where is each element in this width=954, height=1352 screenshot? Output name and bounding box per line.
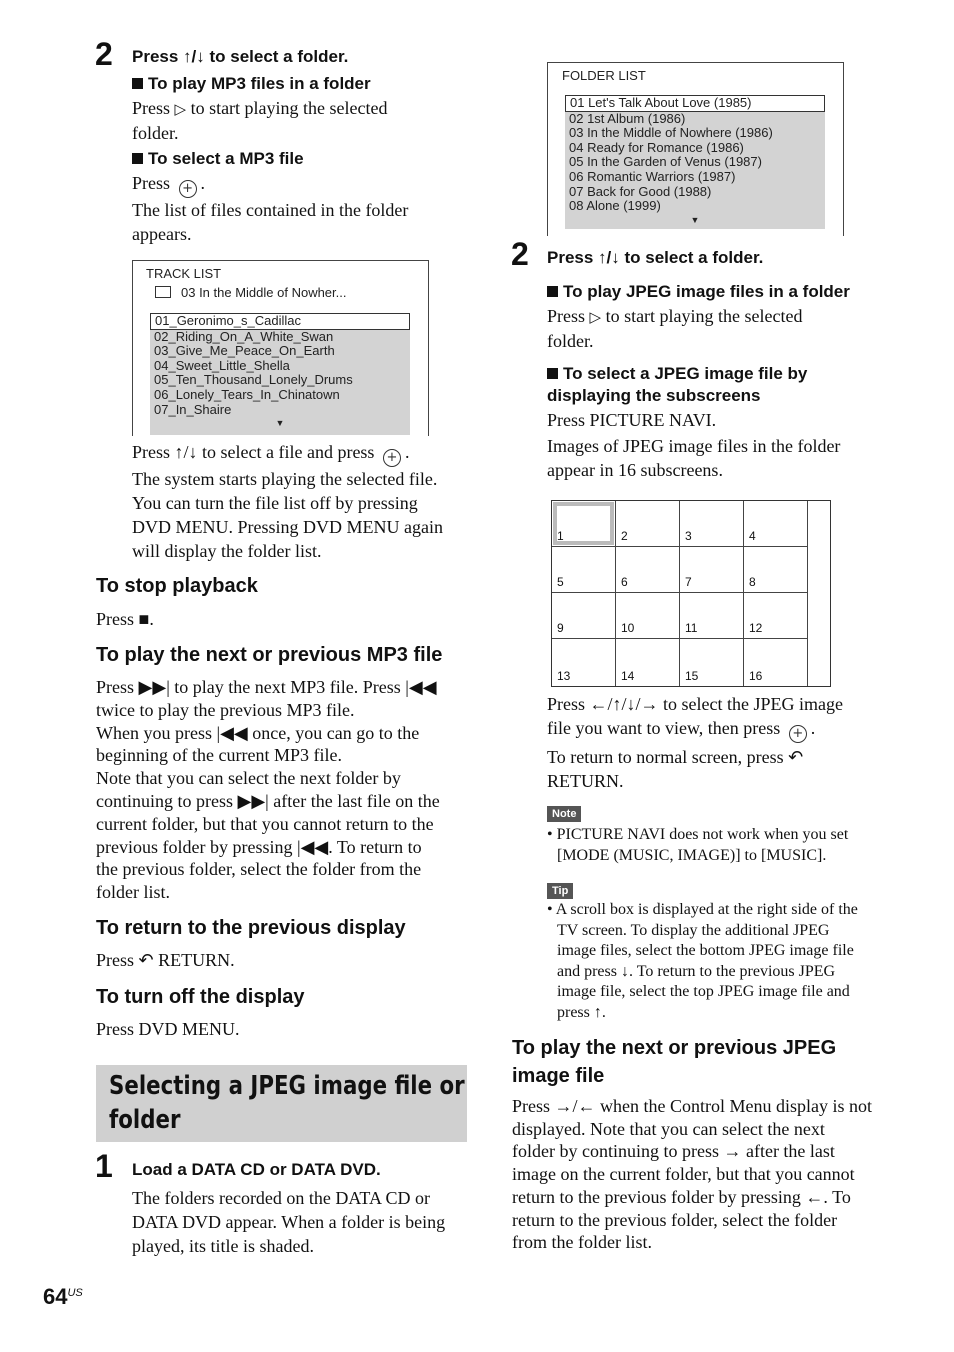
section-banner [96, 1065, 467, 1142]
subscreen-number: 2 [621, 529, 628, 543]
subscreen-cell[interactable] [744, 547, 808, 593]
subscreen-cell[interactable] [616, 501, 680, 547]
play-icon: ▷ [589, 308, 602, 326]
tip-badge: Tip [547, 883, 573, 899]
list-item[interactable]: 04_Sweet_Little_Shella [154, 357, 290, 373]
note-badge: Note [547, 806, 581, 822]
step-title: Press ↑/↓ to select a folder. [132, 47, 349, 66]
scroll-down-icon[interactable]: ▼ [275, 418, 285, 429]
subscreen-number: 1 [557, 529, 564, 543]
heading-stop-playback: To stop playback [96, 575, 258, 597]
folder-list [565, 95, 825, 229]
list-item[interactable]: 03_Give_Me_Peace_On_Earth [154, 343, 335, 359]
subscreen-number: 14 [621, 669, 635, 683]
folder-list-title: FOLDER LIST [562, 68, 646, 83]
subscreen-cell[interactable] [680, 639, 744, 686]
subscreen-number: 10 [621, 621, 635, 635]
subscreen-grid [551, 500, 831, 687]
subscreen-number: 12 [749, 621, 763, 635]
track-list-title: TRACK LIST [146, 266, 222, 281]
subheading-mp3-folder: To play MP3 files in a folder [132, 73, 371, 95]
step-title: Load a DATA CD or DATA DVD. [132, 1160, 381, 1179]
page-number: $64^{US}$ [43, 1284, 83, 1309]
track-list [150, 313, 410, 435]
list-item[interactable]: 07 Back for Good (1988) [569, 183, 712, 199]
subscreen-cell[interactable] [680, 501, 744, 547]
subscreen-cell[interactable] [680, 593, 744, 639]
list-item[interactable]: 05_Ten_Thousand_Lonely_Drums [154, 372, 353, 388]
heading-next-previous-mp3: To play the next or previous MP3 file [96, 644, 443, 666]
return-text: Press ↶ RETURN. [96, 950, 235, 970]
subscreen-cell[interactable] [552, 501, 616, 547]
subscreen-number: 15 [685, 669, 699, 683]
step-title: Press ↑/↓ to select a folder. [547, 248, 764, 267]
list-item[interactable]: 05 In the Garden of Venus (1987) [569, 154, 762, 170]
step-number-2: 2 [95, 36, 113, 72]
subscreen-number: 3 [685, 529, 692, 543]
enter-button-icon: + [383, 449, 401, 467]
subscreen-cell[interactable] [744, 593, 808, 639]
section-title: Selecting a JPEG image file or folder [109, 1071, 465, 1135]
tip-text: • A scroll box is displayed at the right side of the TV screen. To display the additional JPEG image files, select the bottom JPEG image file and press ↓. To return to the previous JPEG image file, select the top JPEG image file and press ↑. [547, 901, 858, 1021]
subscreen-number: 5 [557, 575, 564, 589]
subscreen-cell[interactable] [680, 547, 744, 593]
subscreen-cell[interactable] [552, 593, 616, 639]
list-item[interactable]: 03 In the Middle of Nowhere (1986) [569, 125, 773, 141]
subscreen-number: 8 [749, 575, 756, 589]
subscreen-cell[interactable] [552, 639, 616, 686]
step1-text: The folders recorded on the DATA CD or DATA DVD appear. When a folder is being played, its title is shaded. [132, 1188, 446, 1256]
subscreen-cell[interactable] [616, 639, 680, 686]
subscreen-number: 6 [621, 575, 628, 589]
list-item[interactable]: 01_Geronimo_s_Cadillac [150, 313, 410, 330]
track-list-screen [132, 260, 429, 436]
list-item[interactable]: 06_Lonely_Tears_In_Chinatown [154, 386, 340, 402]
subscreen-number: 11 [685, 621, 698, 635]
stop-text: Press ■. [96, 609, 154, 629]
enter-button-icon: + [179, 180, 197, 198]
subheading-jpeg-subscreens: To select a JPEG image file by displaying the subscreens [547, 364, 808, 405]
subscreen-cell[interactable] [616, 547, 680, 593]
mp3-folder-text: Press ▷ to start playing the selected folder. [132, 98, 388, 143]
scroll-down-icon[interactable]: ▼ [690, 214, 700, 225]
heading-return-previous-display: To return to the previous display [96, 917, 406, 939]
subscreen-number: 4 [749, 529, 756, 543]
current-folder: 03 In the Middle of Nowher... [155, 285, 346, 300]
grid-instructions: Press ←/↑/↓/→ to select the JPEG image file you want to view, then press + . To return to normal screen, press ↶ RETURN. [547, 694, 843, 791]
folder-list-screen [547, 62, 844, 236]
subheading-jpeg-folder: To play JPEG image files in a folder [547, 281, 850, 303]
subscreen-cell[interactable] [744, 639, 808, 686]
note-text: • PICTURE NAVI does not work when you set [MODE (MUSIC, IMAGE)] to [MUSIC]. [547, 826, 849, 864]
subscreen-number: 13 [557, 669, 571, 683]
list-item[interactable]: 02_Riding_On_A_White_Swan [154, 328, 334, 344]
enter-button-icon: + [789, 725, 807, 743]
next-previous-jpeg-text: Press →/← when the Control Menu display is not displayed. Note that you can select the next folder by continuing to press → after the last image on the current folder, but that you cannot return to the previous folder by pressing ←. To return to the previous folder, select the folder from the folder list. [512, 1096, 872, 1253]
heading-next-previous-jpeg: To play the next or previous JPEG image file [512, 1037, 837, 1087]
subscreen-number: 9 [557, 621, 564, 635]
track-list-instructions: Press ↑/↓ to select a file and press + . The system starts playing the selected file. You can turn the file list off by pressing DVD MENU. Pressing DVD MENU again will display the folder list. [132, 442, 443, 561]
subscreen-number: 16 [749, 669, 763, 683]
subscreen-cell[interactable] [552, 547, 616, 593]
list-item[interactable]: 02 1st Album (1986) [569, 110, 686, 126]
mp3-file-text: Press + . The list of files contained in the folder appears. [132, 173, 409, 244]
list-item[interactable]: 04 Ready for Romance (1986) [569, 139, 744, 155]
subscreen-cell[interactable] [616, 593, 680, 639]
list-item[interactable]: 01 Let's Talk About Love (1985) [565, 95, 825, 112]
folder-icon [155, 286, 171, 298]
jpeg-folder-text: Press ▷ to start playing the selected folder. [547, 306, 803, 351]
heading-turn-off-display: To turn off the display [96, 986, 305, 1008]
subscreen-number: 7 [685, 575, 692, 589]
step-number-1: 1 [95, 1148, 113, 1184]
step-number-2: 2 [511, 236, 529, 272]
play-icon: ▷ [174, 100, 187, 118]
list-item[interactable]: 06 Romantic Warriors (1987) [569, 168, 736, 184]
next-previous-mp3-text: Press ▶▶| to play the next MP3 file. Press |◀◀ twice to play the previous MP3 file. When you press |◀◀ once, you can go to the beginning of the current MP3 file. Note that you can select the next folder by continuing to press ▶▶| after the last file on the current folder, but that you cannot return to the previous folder by pressing |◀◀. To return to the previous folder, select the folder from the folder list. [96, 677, 440, 903]
list-item[interactable]: 08 Alone (1999) [569, 198, 661, 214]
subscreen-cell[interactable] [744, 501, 808, 547]
list-item[interactable]: 07_In_Shaire [154, 401, 232, 417]
jpeg-subscreens-text: Press PICTURE NAVI. Images of JPEG image files in the folder appear in 16 subscreens. [547, 410, 841, 480]
turn-off-text: Press DVD MENU. [96, 1019, 240, 1039]
subheading-mp3-file: To select a MP3 file [132, 148, 304, 170]
